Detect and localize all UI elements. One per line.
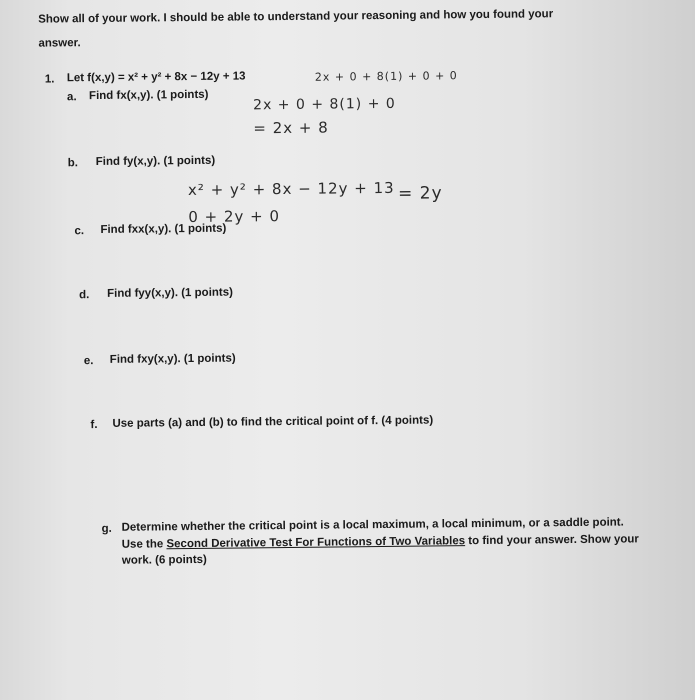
part-d-label: d. xyxy=(79,289,90,302)
part-g-label: g. xyxy=(101,522,112,535)
instructions-line-2: answer. xyxy=(38,37,81,50)
part-b-label: b. xyxy=(67,157,79,170)
part-c-label: c. xyxy=(74,225,85,238)
handwritten-a-scratch: 2x + 0 + 8(1) + 0 + 0 xyxy=(314,69,458,84)
part-g-line-1: Determine whether the critical point is a local maximum, a local minimum, or a saddle point. xyxy=(121,516,624,534)
part-a-label: a. xyxy=(66,91,77,104)
part-f-label: f. xyxy=(90,419,98,432)
handwritten-b-derivative: 0 + 2y + 0 xyxy=(188,207,281,227)
part-g-line-3: work. (6 points) xyxy=(121,553,207,567)
handwritten-b-answer: = 2y xyxy=(397,183,443,204)
part-e-label: e. xyxy=(83,355,94,368)
part-g-line-2-prefix: Use the xyxy=(121,538,167,551)
part-a-question: Find fx(x,y). (1 points) xyxy=(88,88,209,103)
problem-number: 1. xyxy=(44,73,55,86)
part-e-question: Find fxy(x,y). (1 points) xyxy=(109,352,236,366)
part-c-question: Find fxx(x,y). (1 points) xyxy=(100,222,227,236)
part-b-question: Find fy(x,y). (1 points) xyxy=(95,154,216,169)
part-g-line-2 xyxy=(122,533,639,550)
instructions-line-1: Show all of your work. I should be able to understand your reasoning and how you found your xyxy=(38,8,554,26)
part-f-question: Use parts (a) and (b) to find the critical point of f. (4 points) xyxy=(112,414,434,430)
handwritten-a-line-1: 2x + 0 + 8(1) + 0 xyxy=(253,95,396,114)
problem-statement: Let f(x,y) = x² + y² + 8x − 12y + 13 xyxy=(66,70,246,85)
second-derivative-test-link[interactable]: Second Derivative Test For Functions of Two Variables xyxy=(166,535,466,551)
handwritten-b-function: x² + y² + 8x − 12y + 13 xyxy=(187,178,395,200)
part-d-question: Find fyy(x,y). (1 points) xyxy=(107,286,234,300)
part-g-line-2-suffix: to find your answer. Show your xyxy=(465,533,639,548)
handwritten-a-answer: = 2x + 8 xyxy=(253,118,329,138)
